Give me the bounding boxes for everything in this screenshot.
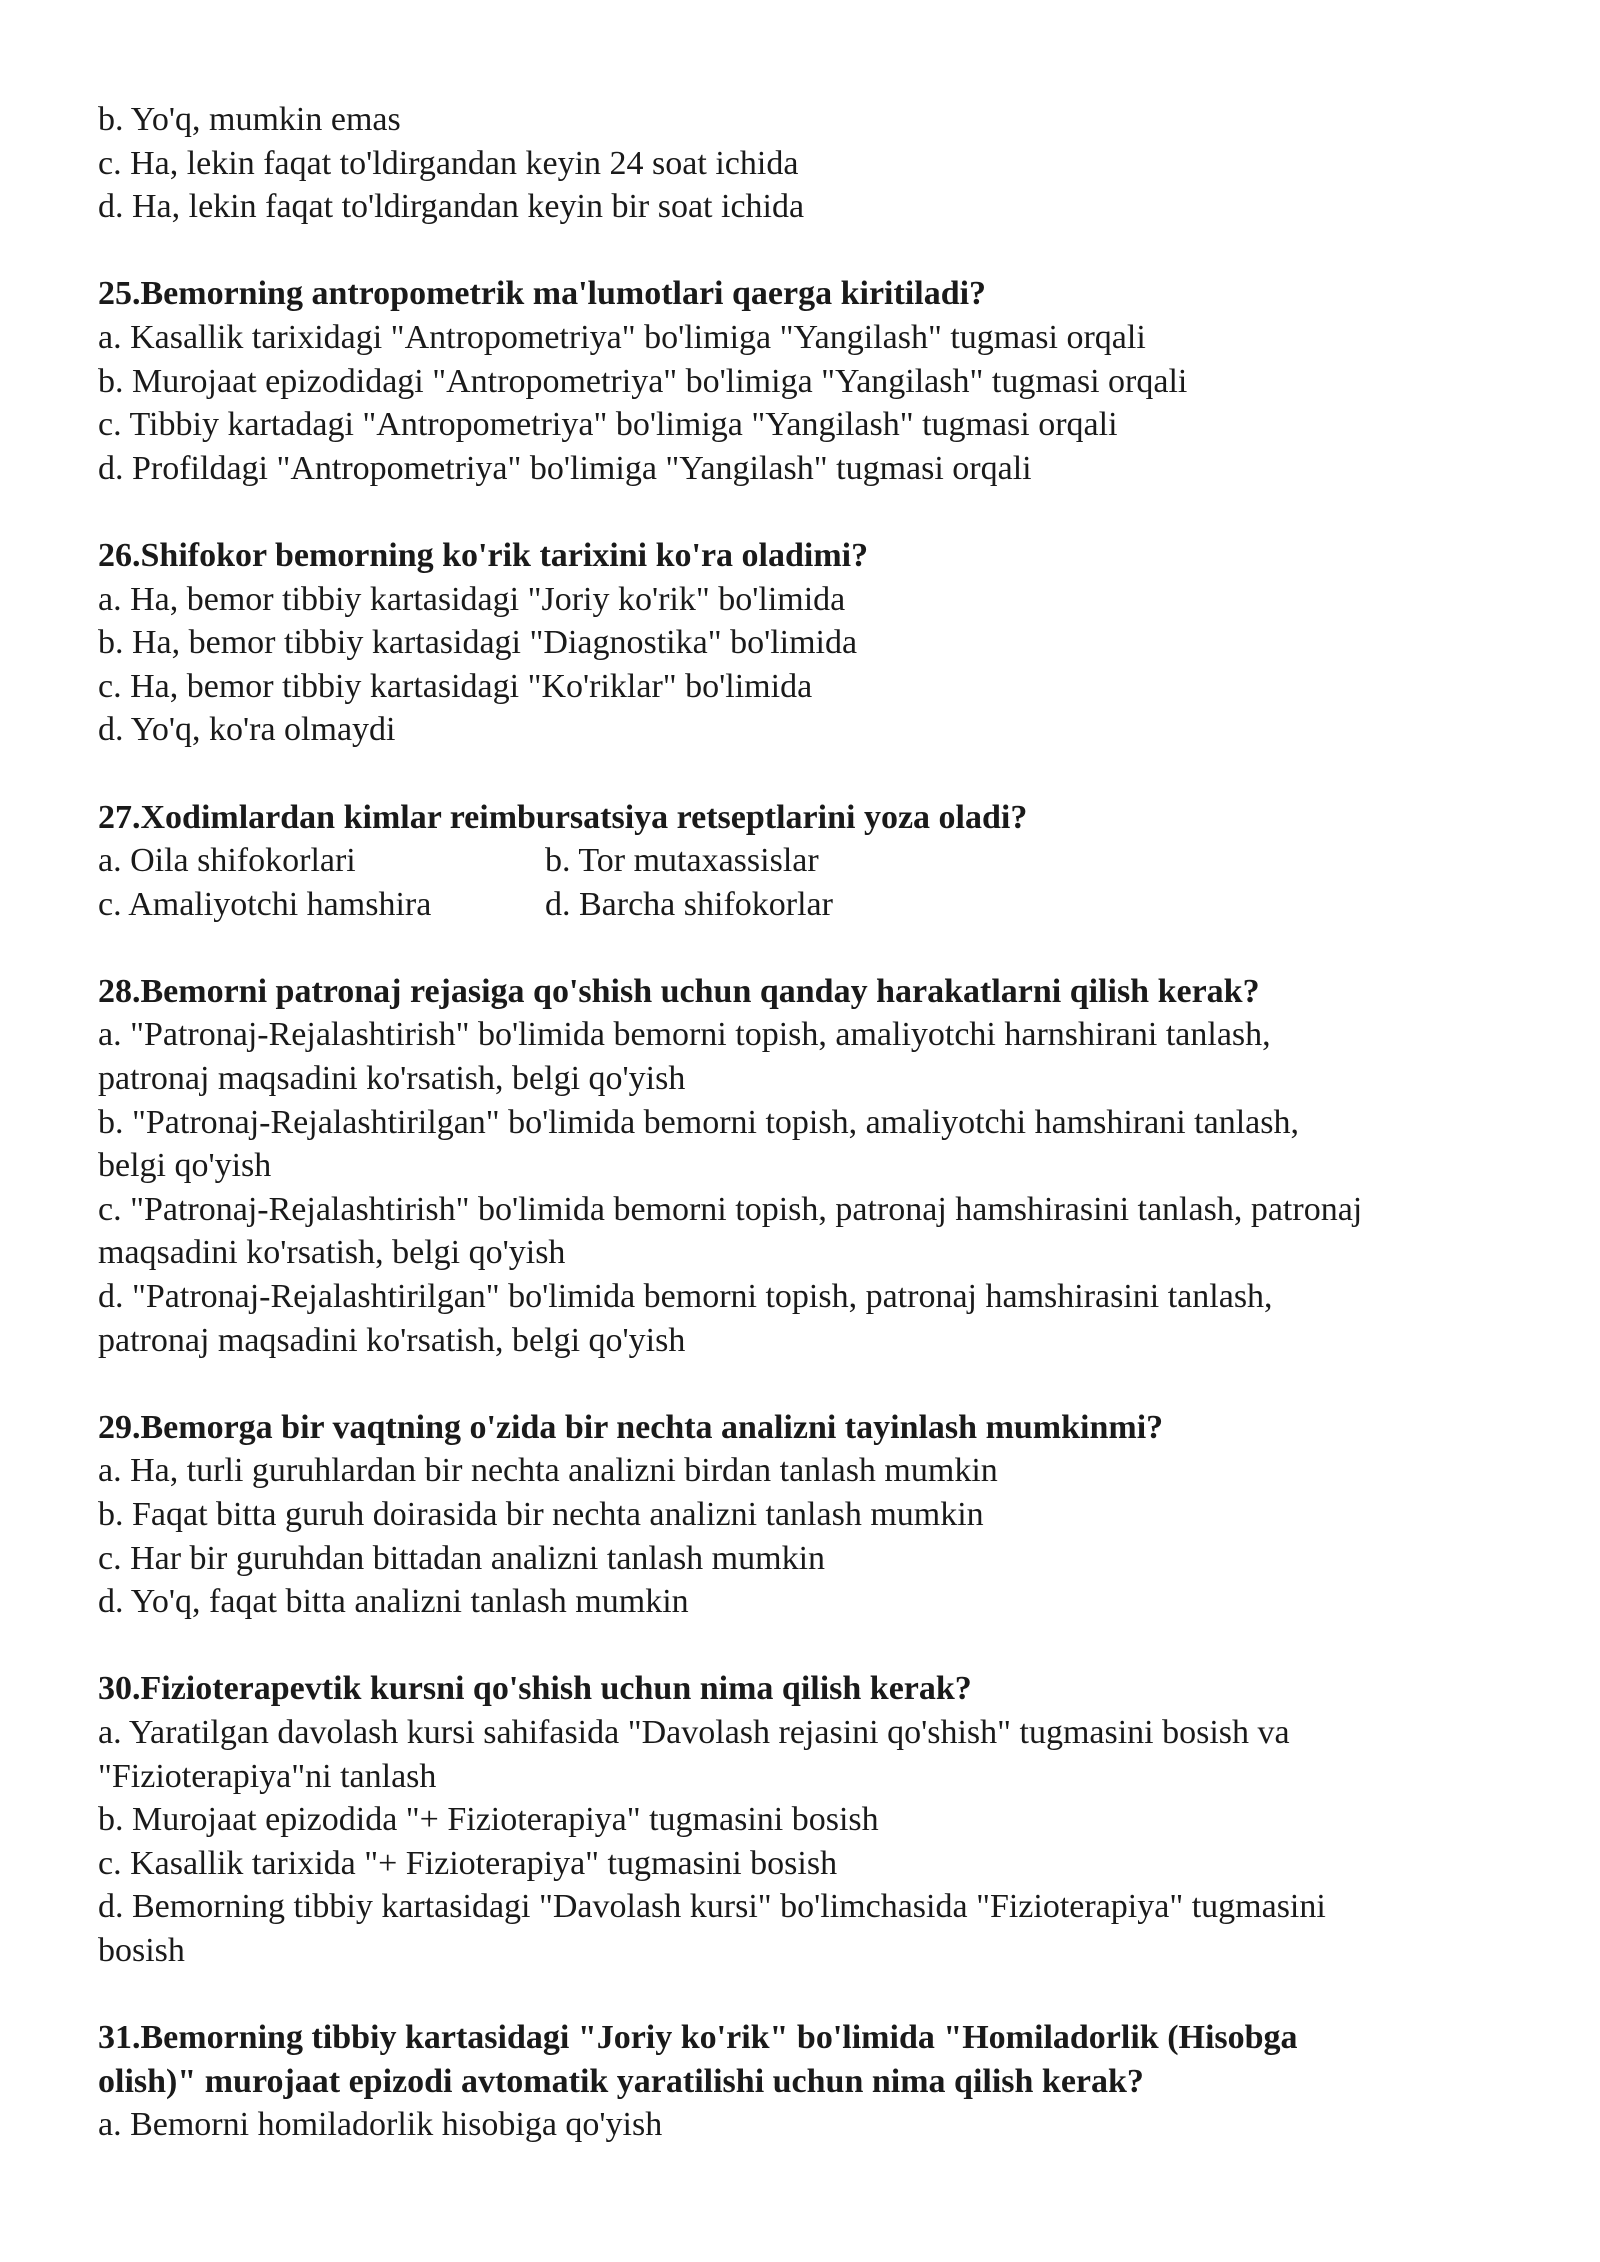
option-d: d. Barcha shifokorlar [545, 885, 833, 923]
question-title: 25.Bemorning antropometrik ma'lumotlari qaerga kiritiladi? [98, 275, 987, 313]
option-b: b. "Patronaj-Rejalashtirilgan" bo'limida bemorni topish, amaliyotchi hamshirani tanlash, belgi qo'yish [98, 1103, 1299, 1185]
question-title: 27.Xodimlardan kimlar reimbursatsiya retseptlarini yoza oladi? [98, 798, 1028, 836]
question-title: 29.Bemorga bir vaqtning o'zida bir nechta analizni tayinlash mumkinmi? [98, 1408, 1164, 1446]
prev-question-options [98, 98, 1518, 229]
option-c: c. Kasallik tarixida "+ Fizioterapiya" tugmasini bosish [98, 1844, 838, 1882]
option-b: b. Yo'q, mumkin emas [98, 101, 401, 138]
option-c: c. Har bir guruhdan bittadan analizni tanlash mumkin [98, 1539, 826, 1577]
question-26 [98, 534, 1518, 752]
option-a: a. Kasallik tarixidagi "Antropometriya" bo'limiga "Yangilash" tugmasi orqali [98, 318, 1146, 356]
option-c: c. Tibbiy kartadagi "Antropometriya" bo'limiga "Yangilash" tugmasi orqali [98, 406, 1118, 444]
option-a: a. Ha, turli guruhlardan bir nechta analizni birdan tanlash mumkin [98, 1452, 998, 1490]
spacer [98, 752, 1518, 796]
spacer [98, 1973, 1518, 2017]
question-31 [98, 2016, 1518, 2147]
spacer [98, 490, 1518, 534]
spacer [98, 1624, 1518, 1668]
spacer [98, 1362, 1518, 1406]
option-c: c. Ha, bemor tibbiy kartasidagi "Ko'riklar" bo'limida [98, 667, 813, 705]
document-page [98, 98, 1518, 2147]
option-c: c. Ha, lekin faqat to'ldirgandan keyin 24 soat ichida [98, 144, 799, 182]
option-d: d. Profildagi "Antropometriya" bo'limiga "Yangilash" tugmasi orqali [98, 449, 1032, 487]
option-d: d. "Patronaj-Rejalashtirilgan" bo'limida bemorni topish, patronaj hamshirasini tanlash, patronaj maqsadini ko'rsatish, belgi qo'yish [98, 1278, 1273, 1359]
options-row-1 [98, 839, 1518, 883]
question-28 [98, 970, 1518, 1362]
option-a: a. Ha, bemor tibbiy kartasidagi "Joriy ko'rik" bo'limida [98, 580, 846, 618]
option-b: b. Murojaat epizodidagi "Antropometriya" bo'limiga "Yangilash" tugmasi orqali [98, 362, 1188, 400]
option-b: b. Ha, bemor tibbiy kartasidagi "Diagnostika" bo'limida [98, 624, 858, 662]
options-row-2 [98, 883, 1518, 927]
option-a: a. Oila shifokorlari [98, 842, 356, 880]
option-b: b. Faqat bitta guruh doirasida bir nechta analizni tanlash mumkin [98, 1496, 984, 1533]
spacer [98, 229, 1518, 273]
option-d: d. Ha, lekin faqat to'ldirgandan keyin bir soat ichida [98, 188, 805, 226]
spacer [98, 926, 1518, 970]
option-a: a. "Patronaj-Rejalashtirish" bo'limida bemorni topish, amaliyotchi harnshirani tanlash, patronaj maqsadini ko'rsatish, belgi qo'yish [98, 1016, 1271, 1098]
option-c: c. "Patronaj-Rejalashtirish" bo'limida bemorni topish, patronaj hamshirasini tanlash, patronaj maqsadini ko'rsatish, belgi qo'yish [98, 1190, 1363, 1272]
option-c: c. Amaliyotchi hamshira [98, 885, 432, 923]
option-d: d. Bemorning tibbiy kartasidagi "Davolash kursi" bo'limchasida "Fizioterapiya" tugmasini bosish [98, 1888, 1326, 1969]
question-29 [98, 1406, 1518, 1624]
question-title: 26.Shifokor bemorning ko'rik tarixini ko'ra oladimi? [98, 536, 869, 574]
option-a: a. Bemorni homiladorlik hisobiga qo'yish [98, 2106, 663, 2144]
option-b: b. Murojaat epizodida "+ Fizioterapiya" tugmasini bosish [98, 1801, 879, 1839]
question-25 [98, 272, 1518, 490]
question-title: 28.Bemorni patronaj rejasiga qo'shish uchun qanday harakatlarni qilish kerak? [98, 972, 1260, 1010]
option-a: a. Yaratilgan davolash kursi sahifasida "Davolash rejasini qo'shish" tugmasini bosish va "Fizioterapiya"ni tanlash [98, 1713, 1290, 1795]
option-d: d. Yo'q, ko'ra olmaydi [98, 711, 396, 749]
option-d: d. Yo'q, faqat bitta analizni tanlash mumkin [98, 1583, 689, 1621]
option-b: b. Tor mutaxassislar [545, 842, 819, 880]
question-27 [98, 796, 1518, 927]
question-30 [98, 1667, 1518, 1972]
question-title: 30.Fizioterapevtik kursni qo'shish uchun nima qilish kerak? [98, 1670, 972, 1708]
question-title: 31.Bemorning tibbiy kartasidagi "Joriy ko'rik" bo'limida "Homiladorlik (Hisobga olish)" murojaat epizodi avtomatik yaratilishi uchun nima qilish kerak? [98, 2019, 1298, 2100]
